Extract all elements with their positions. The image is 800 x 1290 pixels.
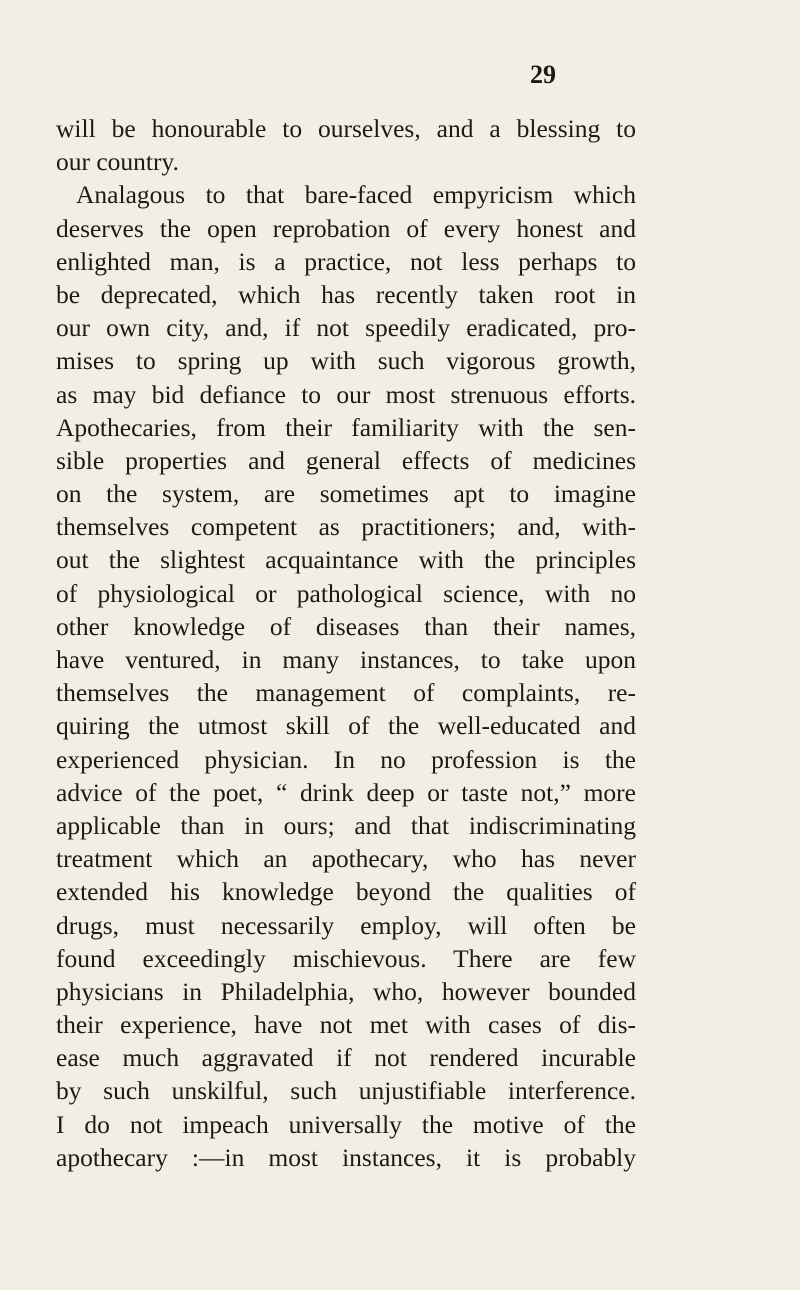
text-line: be deprecated, which has recently taken root in xyxy=(56,279,636,309)
text-line: our country. xyxy=(56,147,179,177)
text-line: will be honourable to ourselves, and a blessing to xyxy=(56,114,636,143)
body-text xyxy=(56,112,636,1174)
text-line: quiring the utmost skill of the well-educated and xyxy=(56,711,636,741)
text-line: physicians in Philadelphia, who, however bounded xyxy=(56,976,636,1006)
text-line: mises to spring up with such vigorous growth, xyxy=(56,346,636,376)
text-line: ease much aggravated if not rendered incurable xyxy=(56,1043,636,1073)
text-line: I do not impeach universally the motive of the xyxy=(56,1109,636,1139)
text-line: drugs, must necessarily employ, will often be xyxy=(56,910,636,940)
text-line: found exceedingly mischievous. There are few xyxy=(56,943,636,973)
text-line: advice of the poet, “ drink deep or taste not,” more xyxy=(56,777,636,807)
text-line: by such unskilful, such unjustifiable interference. xyxy=(56,1076,636,1106)
text-line: themselves the management of complaints, re- xyxy=(56,678,636,708)
text-line: deserves the open reprobation of every honest and xyxy=(56,213,636,243)
text-line: on the system, are sometimes apt to imagine xyxy=(56,479,636,509)
text-line: apothecary :—in most instances, it is probably xyxy=(56,1142,636,1172)
text-line: have ventured, in many instances, to take upon xyxy=(56,645,636,674)
text-line: of physiological or pathological science, with no xyxy=(56,578,636,608)
page-number: 29 xyxy=(530,60,556,89)
text-line: our own city, and, if not speedily eradicated, pro- xyxy=(56,313,636,343)
text-line: their experience, have not met with cases of dis- xyxy=(56,1010,636,1040)
text-line: other knowledge of diseases than their names, xyxy=(56,611,636,641)
text-line: experienced physician. In no profession is the xyxy=(56,744,636,774)
text-line: Analagous to that bare-faced empyricism which xyxy=(76,180,636,210)
text-line: out the slightest acquaintance with the principles xyxy=(56,545,636,575)
text-line: sible properties and general effects of medicines xyxy=(56,445,636,475)
text-line: Apothecaries, from their familiarity with the sen- xyxy=(56,412,636,442)
text-line: as may bid defiance to our most strenuous efforts. xyxy=(56,379,636,409)
text-line: enlighted man, is a practice, not less perhaps to xyxy=(56,246,636,276)
text-line: extended his knowledge beyond the qualities of xyxy=(56,877,636,907)
text-line: applicable than in ours; and that indiscriminating xyxy=(56,810,636,840)
text-line: themselves competent as practitioners; and, with- xyxy=(56,512,636,542)
text-line: treatment which an apothecary, who has never xyxy=(56,844,636,874)
